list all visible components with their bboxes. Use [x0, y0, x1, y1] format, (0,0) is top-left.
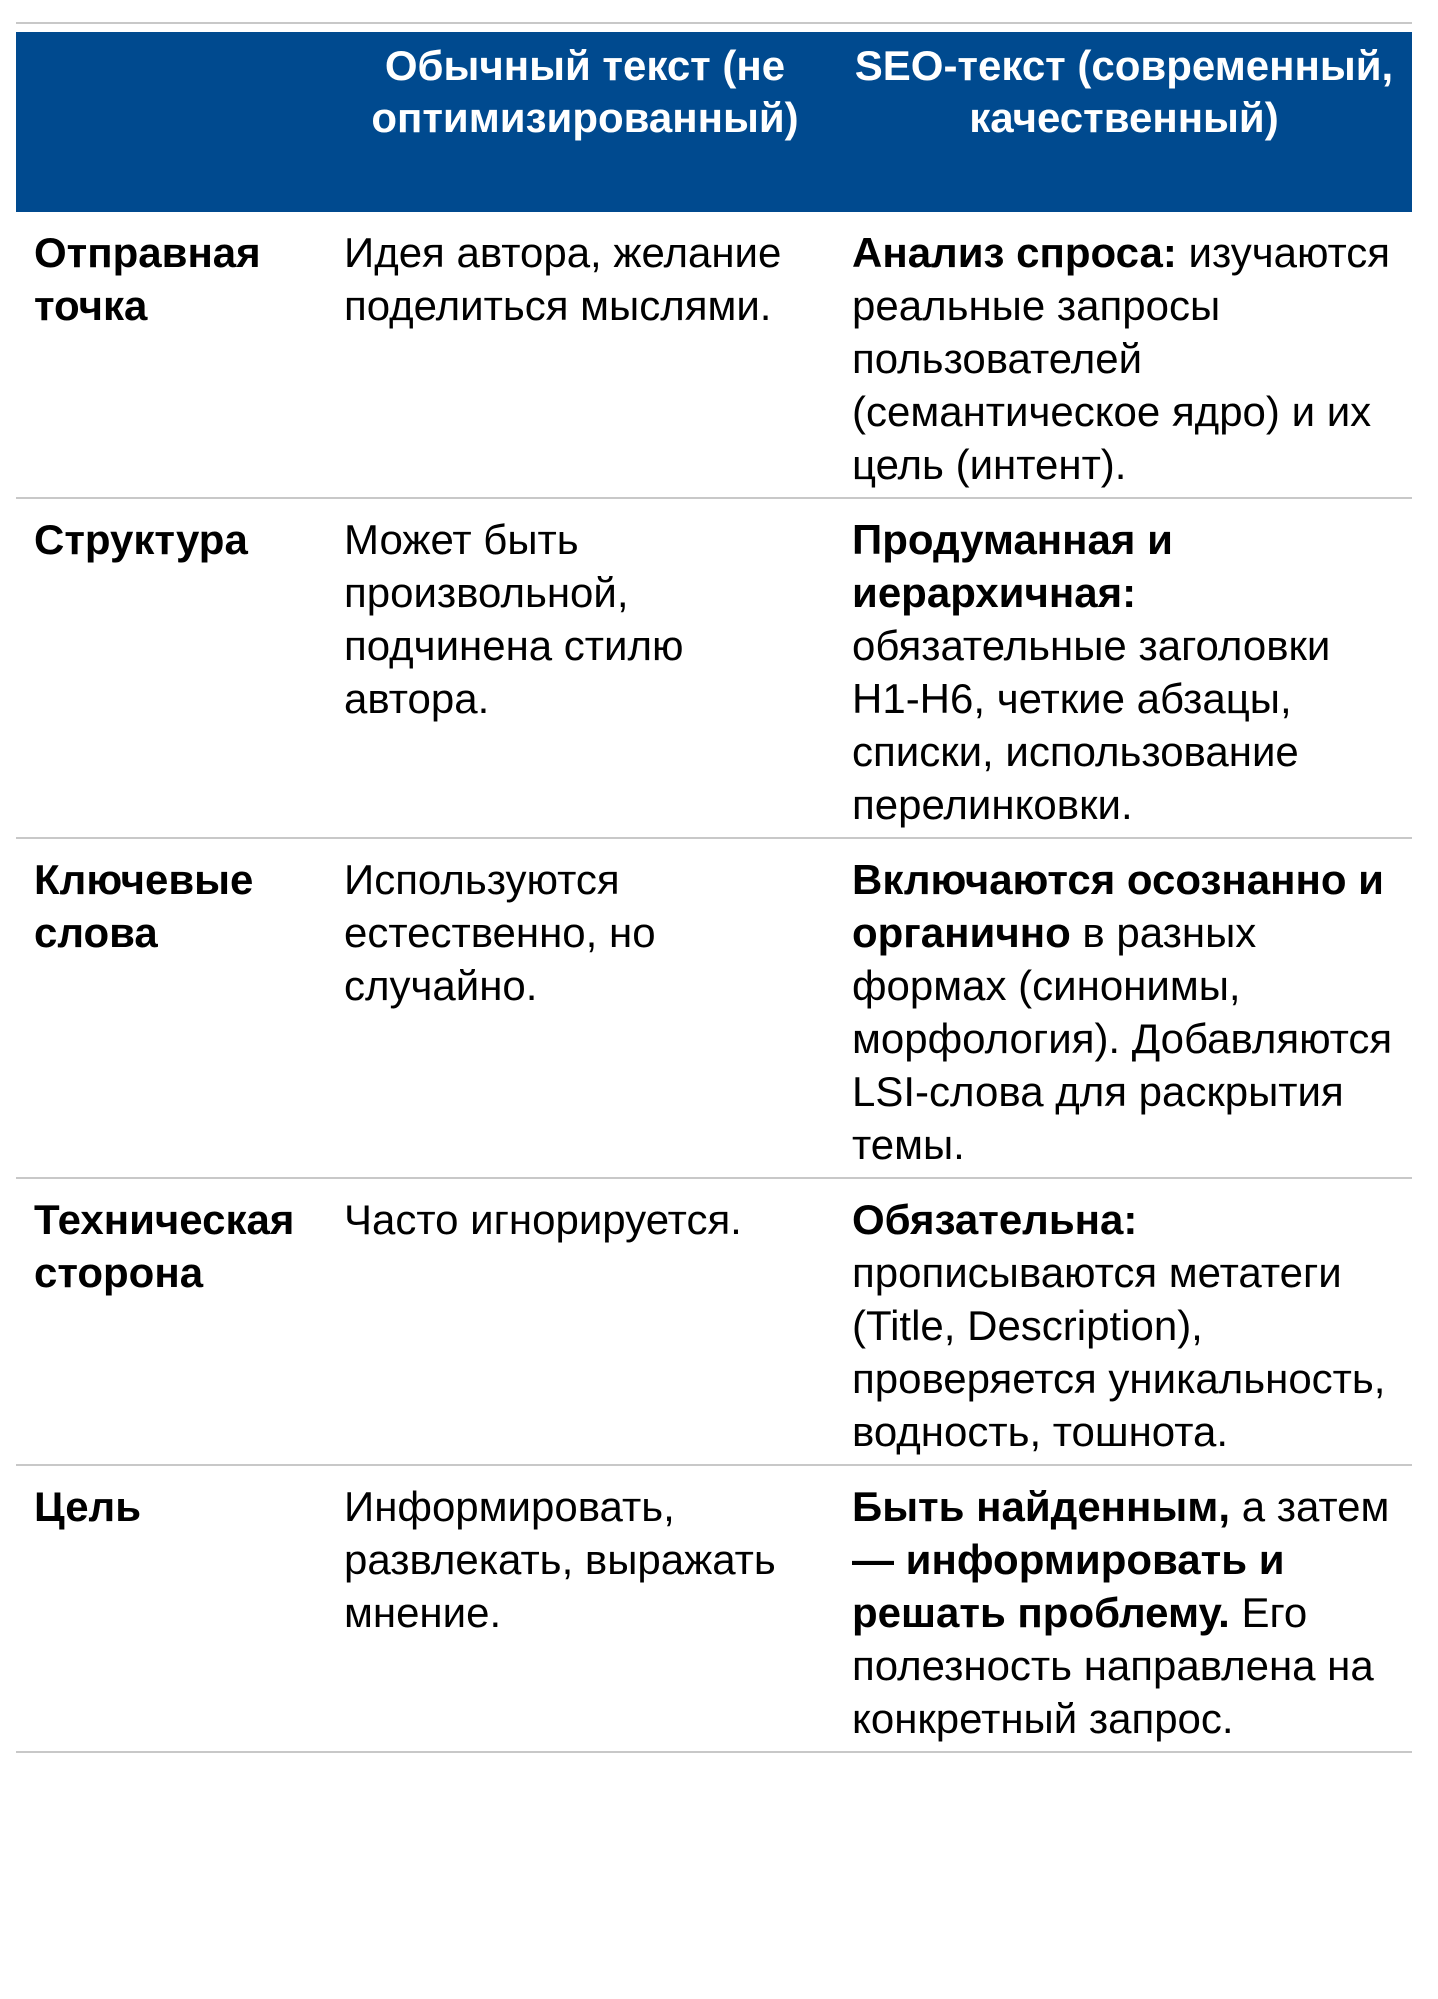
seo-cell [836, 498, 1412, 838]
seo-cell-bold-2: — информировать и решать проблему. [852, 1536, 1285, 1636]
row-label: Отправная точка [16, 212, 334, 498]
seo-cell-text-2: Его полезность направлена на конкретный запрос. [852, 1589, 1374, 1742]
plain-cell: Часто игнорируется. [334, 1178, 836, 1465]
table-row [16, 838, 1412, 1178]
seo-cell-bold: Продуманная и иерархичная: [852, 516, 1173, 616]
seo-cell-text: в разных формах (синонимы, морфология). Добавляются LSI-слова для раскрытия темы. [852, 909, 1393, 1168]
plain-cell: Используются естественно, но случайно. [334, 838, 836, 1178]
seo-cell-text: обязательные заголовки H1-H6, четкие абзацы, списки, использование перелинковки. [852, 622, 1331, 828]
row-label: Техническая сторона [16, 1178, 334, 1465]
table-row [16, 212, 1412, 498]
table-row [16, 498, 1412, 838]
plain-cell: Может быть произвольной, подчинена стилю автора. [334, 498, 836, 838]
plain-cell: Информировать, развлекать, выражать мнение. [334, 1465, 836, 1752]
header-plain-text: Обычный текст (не оптимизированный) [334, 32, 836, 212]
row-label: Цель [16, 1465, 334, 1752]
row-label: Ключевые слова [16, 838, 334, 1178]
seo-cell [836, 838, 1412, 1178]
header-empty-cell [16, 32, 334, 212]
seo-cell-bold: Обязательна: [852, 1196, 1138, 1243]
table-header-row [16, 32, 1412, 212]
seo-cell [836, 212, 1412, 498]
seo-cell-bold: Включаются осознанно и органично [852, 856, 1384, 956]
seo-cell [836, 1465, 1412, 1752]
seo-cell-text: а затем [1230, 1483, 1390, 1530]
top-divider [16, 22, 1412, 24]
seo-cell-bold: Быть найденным, [852, 1483, 1231, 1530]
table-row [16, 1178, 1412, 1465]
seo-cell [836, 1178, 1412, 1465]
comparison-table-container [16, 22, 1412, 1753]
comparison-table [16, 32, 1412, 1753]
header-seo-text: SEO-текст (современный, качественный) [836, 32, 1412, 212]
table-row [16, 1465, 1412, 1752]
seo-cell-bold: Анализ спроса: [852, 229, 1177, 276]
plain-cell: Идея автора, желание поделиться мыслями. [334, 212, 836, 498]
row-label: Структура [16, 498, 334, 838]
seo-cell-text: прописываются метатеги (Title, Description), проверяется уникальность, водность, тошнота. [852, 1249, 1386, 1455]
seo-cell-text: изучаются реальные запросы пользователей (семантическое ядро) и их цель (интент). [852, 229, 1391, 488]
